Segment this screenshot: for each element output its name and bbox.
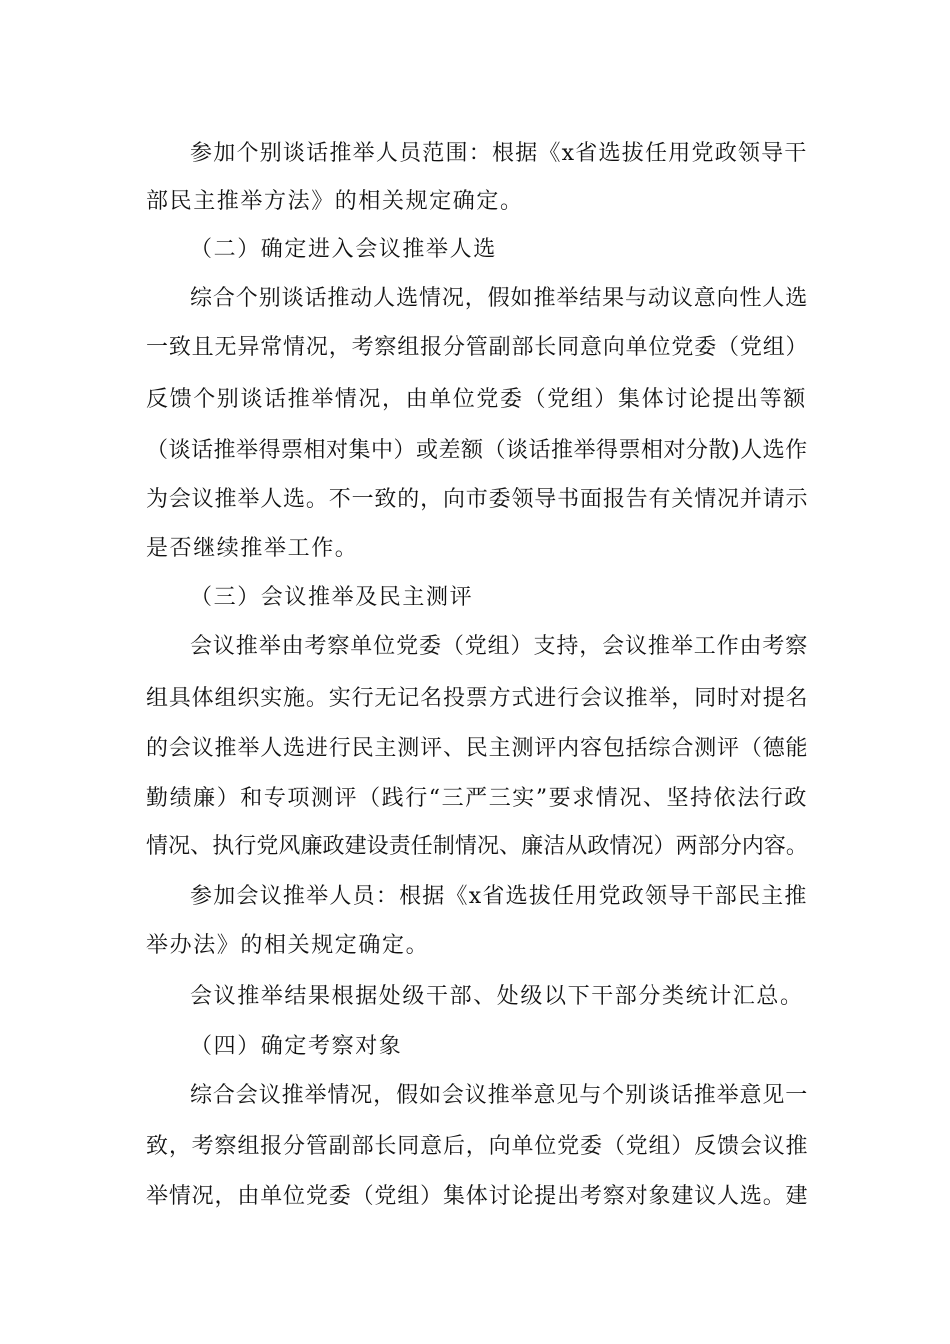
paragraph-line: 一致且无异常情况，考察组报分管副部长同意向单位党委（党组） [146,335,809,360]
paragraph-line: 会议推举由考察单位党委（党组）支持，会议推举工作由考察 [190,634,809,659]
paragraph-line: 的会议推举人选进行民主测评、民主测评内容包括综合测评（德能 [146,736,809,761]
paragraph-line: 部民主推举方法》的相关规定确定。 [146,189,524,214]
paragraph-line: 会议推举结果根据处级干部、处级以下干部分类统计汇总。 [190,984,804,1009]
paragraph-line: 举办法》的相关规定确定。 [146,933,430,958]
paragraph-line: 反馈个别谈话推举情况，由单位党委（党组）集体讨论提出等额 [146,387,807,412]
paragraph-line: 致，考察组报分管副部长同意后，向单位党委（党组）反馈会议推 [146,1134,809,1159]
paragraph-line: 情况、执行党风廉政建设责任制情况、廉洁从政情况）两部分内容。 [146,834,809,859]
paragraph-line: 勤绩廉）和专项测评（践行“三严三实”要求情况、坚持依法行政 [146,786,808,811]
paragraph-line: 是否继续推举工作。 [146,536,359,561]
paragraph-line: 组具体组织实施。实行无记名投票方式进行会议推举，同时对提名 [146,686,809,711]
section-heading: （四）确定考察对象 [190,1034,403,1059]
paragraph-line: （谈话推举得票相对集中）或差额（谈话推举得票相对分散)人选作 [146,438,808,463]
paragraph-line: 参加个别谈话推举人员范围：根据《x省选拔任用党政领导干 [190,141,808,166]
section-heading: （三）会议推举及民主测评 [190,585,474,610]
paragraph-line: 为会议推举人选。不一致的，向市委领导书面报告有关情况并请示 [146,487,809,512]
section-heading: （二）确定进入会议推举人选 [190,237,497,262]
paragraph-line: 综合个别谈话推动人选情况，假如推举结果与动议意向性人选 [190,286,809,311]
paragraph-line: 综合会议推举情况，假如会议推举意见与个别谈话推举意见一 [190,1083,809,1108]
paragraph-line: 举情况，由单位党委（党组）集体讨论提出考察对象建议人选。建 [146,1184,809,1209]
paragraph-line: 参加会议推举人员：根据《x省选拔任用党政领导干部民主推 [190,884,808,909]
